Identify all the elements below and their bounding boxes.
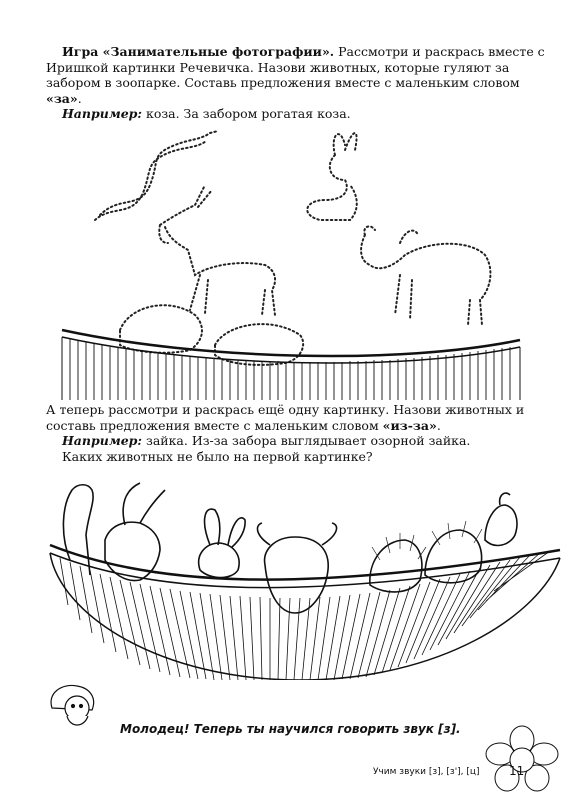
instruction-paragraph-2 — [46, 402, 556, 433]
running-footer — [373, 760, 573, 786]
example-text-2: зайка. Из-за забора выглядывает озорной зайка. — [142, 433, 471, 448]
instructions-first — [46, 44, 556, 122]
goat-outline — [159, 185, 275, 315]
dotted-animals-illustration — [0, 115, 587, 400]
rabbit-outline — [307, 133, 357, 220]
example-lead: Например: — [62, 106, 143, 121]
rabbit-drawing — [199, 543, 239, 578]
example-lead-2: Например: — [62, 433, 143, 448]
snake-drawing — [63, 485, 93, 575]
instructions-second — [46, 402, 556, 464]
key-word-iz-za: «из-за» — [382, 417, 437, 433]
gnome-character-icon — [42, 678, 112, 733]
praise-line: Молодец! Теперь ты научился говорить звук [з]. — [120, 722, 461, 736]
bull-drawing — [265, 537, 329, 613]
page-number: 11 — [509, 764, 525, 778]
example-line-2 — [62, 433, 556, 449]
question-line: Каких животных не было на первой картинке? — [62, 448, 373, 464]
hedgehog-drawing — [370, 540, 422, 592]
game-title: Игра «Занимательные фотографии». — [62, 44, 335, 59]
peeking-animals-illustration — [0, 465, 587, 680]
instruction-text-2: А теперь рассмотри и раскрась ещё одну картинку. Назови животных и составь предложения вместе с маленьким словом — [46, 402, 525, 433]
bird-drawing — [485, 505, 517, 545]
instruction-paragraph — [46, 44, 556, 106]
instruction-end-2: . — [436, 417, 441, 433]
instruction-end: . — [77, 90, 82, 106]
example-text: коза. За забором рогатая коза. — [142, 106, 351, 121]
key-word-za: «за» — [46, 90, 78, 106]
instruction-text: Рассмотри и раскрась вместе с Иришкой картинки Речевичка. Назови животных, которые гуляют за забором в зоопарке. Составь предложения вместе с маленьким словом — [46, 44, 545, 90]
running-title: Учим звуки [з], [з'], [ц] — [373, 767, 480, 777]
bison-outline — [361, 226, 490, 325]
fence-1 — [62, 330, 520, 400]
